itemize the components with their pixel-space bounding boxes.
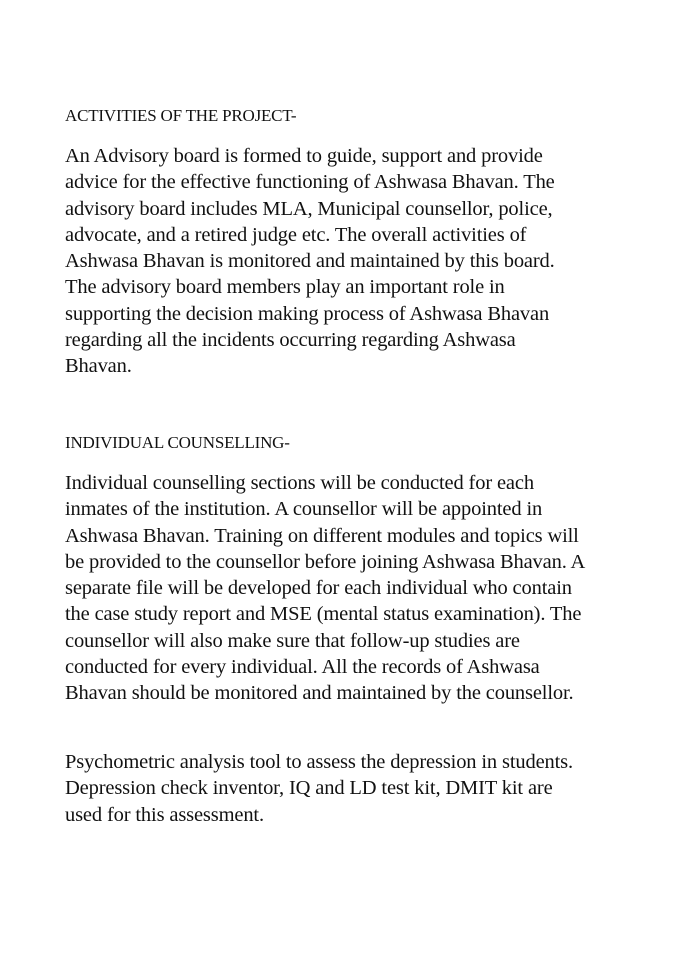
text-line: advocate, and a retired judge etc. The overall activities of [65, 223, 527, 246]
section-heading-activities: ACTIVITIES OF THE PROJECT- [65, 106, 297, 125]
text-line: Psychometric analysis tool to assess the depression in students. [65, 751, 573, 773]
text-line: advice for the effective functioning of Ashwasa Bhavan. The [65, 171, 555, 194]
text-line: counsellor will also make sure that follow-up studies are [65, 629, 520, 652]
text-line: Depression check inventor, IQ and LD test kit, DMIT kit are [65, 777, 553, 800]
paragraph-individual-counselling [65, 470, 625, 707]
text-line: Bhavan should be monitored and maintained by the counsellor. [65, 682, 574, 705]
text-line: Bhavan. [65, 355, 132, 378]
text-line: supporting the decision making process of Ashwasa Bhavan [65, 302, 550, 325]
text-line: separate file will be developed for each individual who contain [65, 577, 572, 600]
text-line: The advisory board members play an important role in [65, 276, 505, 299]
text-line: advisory board includes MLA, Municipal counsellor, police, [65, 197, 553, 220]
text-line: Individual counselling sections will be conducted for each [65, 472, 534, 494]
text-line: Ashwasa Bhavan is monitored and maintained by this board. [65, 250, 555, 273]
paragraph-activities [65, 143, 625, 380]
paragraph-psychometric-analysis [65, 749, 625, 828]
text-line: used for this assessment. [65, 803, 264, 826]
text-line: be provided to the counsellor before joining Ashwasa Bhavan. A [65, 550, 586, 573]
text-line: conducted for every individual. All the records of Ashwasa [65, 656, 540, 679]
text-line: regarding all the incidents occurring regarding Ashwasa [65, 329, 516, 352]
section-heading-individual-counselling: INDIVIDUAL COUNSELLING- [65, 433, 290, 452]
text-line: Ashwasa Bhavan. Training on different modules and topics will [65, 524, 579, 547]
text-line: inmates of the institution. A counsellor will be appointed in [65, 498, 543, 521]
text-line: An Advisory board is formed to guide, support and provide [65, 145, 543, 167]
text-line: the case study report and MSE (mental status examination). The [65, 603, 582, 626]
